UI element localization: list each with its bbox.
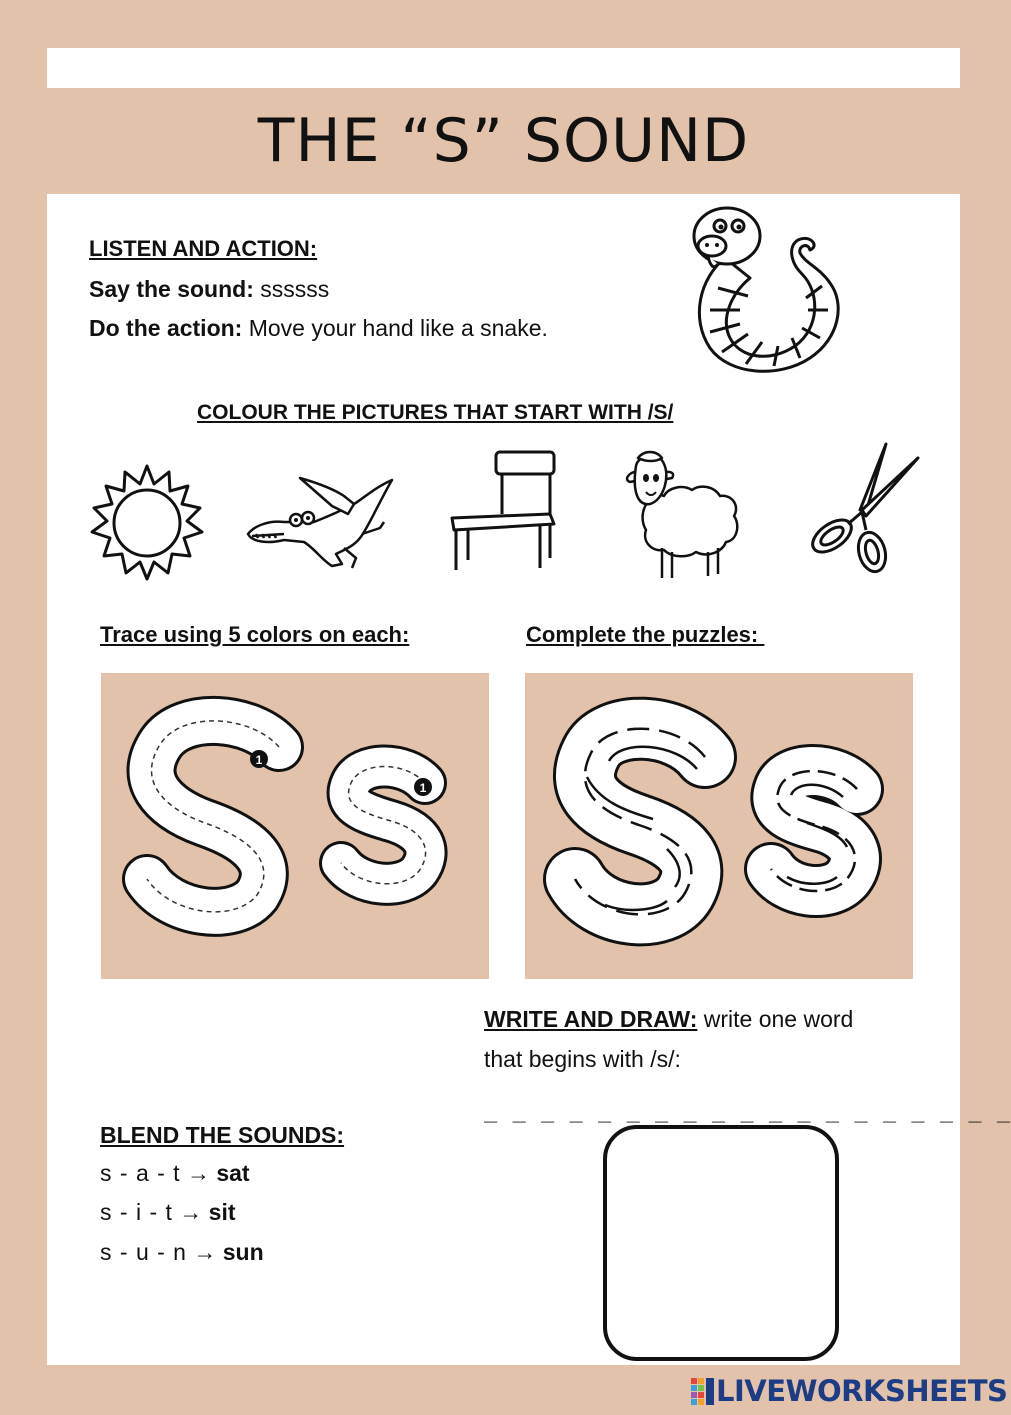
- snake-icon: [670, 198, 860, 388]
- say-label: Say the sound:: [89, 276, 254, 302]
- trace-capital-s[interactable]: [147, 721, 279, 912]
- write-heading: WRITE AND DRAW:: [484, 1006, 698, 1032]
- liveworksheets-brand: LIVEWORKSHEETS: [716, 1374, 1008, 1408]
- svg-text:1: 1: [419, 781, 427, 795]
- trace-panel: [101, 673, 489, 979]
- blend-letters: s - a - t: [100, 1160, 181, 1186]
- trace-letters-svg: [101, 673, 489, 979]
- sun-icon: [86, 462, 208, 584]
- listen-heading: LISTEN AND ACTION:: [89, 236, 318, 261]
- blend-word: sat: [216, 1160, 250, 1186]
- svg-text:1: 1: [255, 753, 263, 767]
- blend-row: [100, 1239, 264, 1266]
- arrow-icon: →: [179, 1199, 203, 1225]
- colour-heading: COLOUR THE PICTURES THAT START WITH /S/: [197, 401, 674, 424]
- say-value: ssssss: [260, 276, 330, 302]
- blend-letters: s - u - n: [100, 1239, 187, 1265]
- arrow-icon: →: [193, 1239, 217, 1265]
- scissors-icon: [804, 440, 922, 574]
- puzzle-panel: [525, 673, 913, 979]
- word-answer-line[interactable]: _ _ _ _ _ _ _ _ _ _ _ _ _ _ _ _ _ _ _: [484, 1098, 1011, 1123]
- blend-heading: BLEND THE SOUNDS:: [100, 1122, 345, 1148]
- blend-word: sun: [222, 1239, 264, 1265]
- liveworksheets-logo: [690, 1374, 1007, 1408]
- do-label: Do the action:: [89, 315, 243, 341]
- maze-lowercase-s[interactable]: [771, 771, 857, 891]
- do-line: [89, 315, 548, 342]
- page-title: THE “S” SOUND: [257, 106, 750, 176]
- maze-letters-svg: [525, 673, 913, 979]
- arrow-icon: →: [186, 1160, 210, 1186]
- trace-lowercase-s[interactable]: [341, 767, 432, 884]
- puzzles-heading: Complete the puzzles:: [526, 622, 765, 647]
- blend-letters: s - i - t: [100, 1199, 173, 1225]
- drawing-box[interactable]: [603, 1125, 839, 1361]
- sheep-icon: [616, 444, 748, 584]
- blend-row: [100, 1160, 250, 1187]
- blend-word: sit: [208, 1199, 236, 1225]
- liveworksheets-logo-icon: [690, 1376, 716, 1406]
- write-text-1: write one word: [703, 1006, 854, 1032]
- write-text-2: that begins with /s/:: [484, 1046, 681, 1072]
- say-line: [89, 276, 329, 303]
- blend-row: [100, 1199, 236, 1226]
- chair-icon: [446, 448, 558, 572]
- trace-heading: Trace using 5 colors on each:: [100, 622, 410, 647]
- maze-capital-s[interactable]: [575, 729, 705, 915]
- write-line-1: [484, 1006, 853, 1033]
- do-value: Move your hand like a snake.: [248, 315, 548, 341]
- crocodile-icon: [244, 468, 396, 580]
